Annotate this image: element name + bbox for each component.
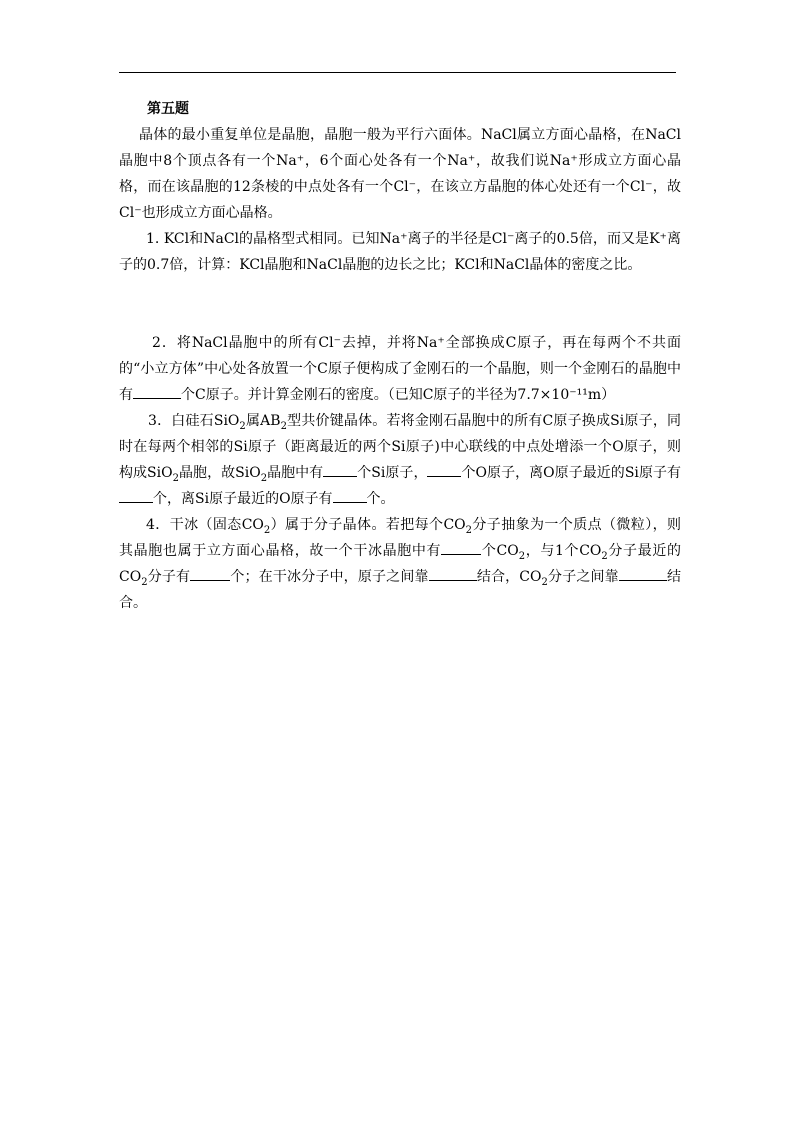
question-3 (119, 408, 681, 512)
q3-answer-blank-2[interactable] (427, 462, 461, 477)
q4-text-2b: ，与1个CO (525, 543, 602, 559)
q4-answer-blank-4[interactable] (619, 566, 667, 581)
q4-text-2c: 分子最近的CO (119, 543, 681, 585)
intro-paragraph: 晶体的最小重复单位是晶胞，晶胞一般为平行六面体。NaCl属立方面心晶格，在NaCl晶胞中8个顶点各有一个Na⁺，6个面心处各有一个Na⁺，故我们说Na⁺形成立方面心晶格，而在该晶胞的12条棱的中点处各有一个Cl⁻，在该立方晶胞的体心处还有一个Cl⁻，故Cl⁻也形成立方面心晶格。 (119, 127, 681, 221)
q3-answer-blank-4[interactable] (333, 488, 367, 503)
q2-text-1: 2．将NaCl晶胞中的所有Cl⁻去掉，并将Na⁺全部换成C原子，再在每两个不共面的“小立方体”中心处各放置一个C原子便构成了金刚石的一个晶胞，则一个金刚石的晶胞中有 (119, 335, 681, 403)
question-1: 1. KCl和NaCl的晶格型式相同。已知Na⁺离子的半径是Cl⁻离子的0.5倍，而又是K⁺离子的0.7倍，计算：KCl晶胞和NaCl晶胞的边长之比；KCl和NaCl晶体的密度之比。 (119, 231, 681, 273)
q3-text-5: 个。 (366, 491, 395, 507)
q4-text-3: 个；在干冰分子中，原子之间靠 (230, 569, 429, 585)
q3-text-3: 个O原子，离O原子最近的Si原子有 (461, 465, 681, 481)
q2-text-2: 个C原子。并计算金刚石的密度。（已知C原子的半径为7.7×10⁻¹¹m） (181, 387, 616, 403)
q3-text-4: 个，离Si原子最近的O原子有 (153, 491, 333, 507)
q4-text-5: 结合。 (119, 569, 682, 611)
q3-text-1b: 属AB (245, 413, 281, 429)
q2-answer-blank[interactable] (133, 384, 181, 399)
q4-sub-e: 2 (141, 576, 148, 588)
q4-answer-blank-3[interactable] (429, 566, 477, 581)
q4-text-2a: 个CO (481, 543, 519, 559)
q4-answer-blank-2[interactable] (190, 566, 230, 581)
q4-sub-f: 2 (541, 576, 548, 588)
q3-sub-b: 2 (280, 420, 287, 432)
q4-sub-b: 2 (465, 524, 473, 536)
question-title: 第五题 (147, 101, 189, 117)
q4-text-1c: 分子抽象为一个质点（微粒），则其晶胞也属于立方面心晶格，故一个干冰晶胞中有 (119, 517, 681, 559)
q3-text-1d: 晶胞，故SiO (178, 465, 261, 481)
q3-text-1c: 型共价键晶体。若将金刚石晶胞中的所有C原子换成Si原子，同时在每两个相邻的Si原子（距离最近的两个Si原子)中心联线的中点处增添一个O原子，则构成SiO (119, 413, 682, 481)
q4-sub-c: 2 (518, 550, 526, 562)
q4-sub-d: 2 (601, 550, 608, 562)
q4-text-1b: ）属于分子晶体。若把每个CO (270, 517, 466, 533)
q4-text-4a: 结合，CO (476, 569, 542, 585)
header-rule (119, 72, 676, 73)
q4-text-1a: 4．干冰（固态CO (146, 517, 264, 533)
question-4 (119, 512, 681, 616)
q3-text-1a: 3．白硅石SiO (148, 413, 240, 429)
q3-answer-blank-3[interactable] (119, 488, 153, 503)
q3-answer-blank-1[interactable] (323, 462, 357, 477)
q3-sub-c: 2 (172, 472, 179, 484)
q3-sub-a: 2 (239, 420, 246, 432)
q4-sub-a: 2 (263, 524, 271, 536)
document-body (119, 96, 681, 616)
q3-text-1e: 晶胞中有 (267, 465, 324, 481)
q4-text-4b: 分子之间靠 (547, 569, 619, 585)
q4-answer-blank-1[interactable] (441, 540, 481, 555)
q3-sub-d: 2 (260, 472, 268, 484)
q4-text-2d: 分子有 (147, 569, 191, 585)
question-2 (119, 330, 681, 408)
q3-text-2: 个Si原子， (357, 465, 428, 481)
